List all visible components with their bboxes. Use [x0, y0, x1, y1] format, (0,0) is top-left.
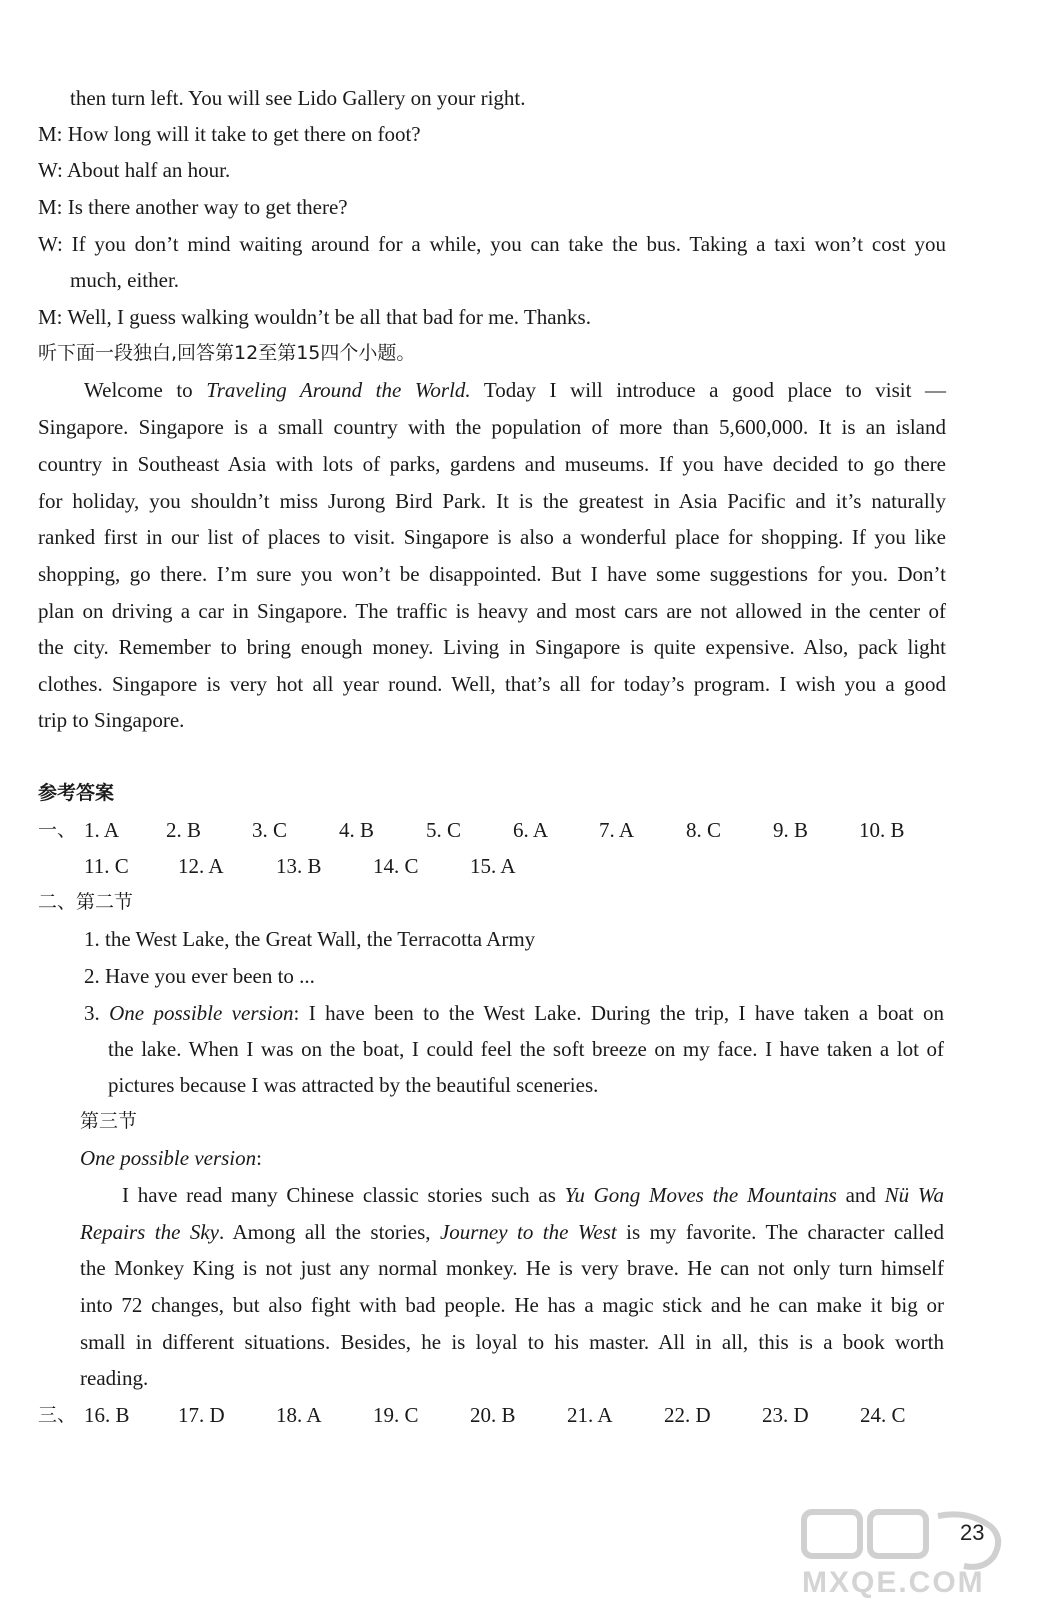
text: Journey to the West [439, 1220, 617, 1244]
answer-item: 11. C [84, 854, 129, 878]
paragraph-line: clothes. Singapore is very hot all year round. Well, that’s all for today’s program. I wish you a good [38, 672, 946, 696]
answer-item: 24. C [860, 1403, 906, 1427]
paragraph-line: shopping, go there. I’m sure you won’t be disappointed. But I have some suggestions for you. Don’t [38, 562, 946, 586]
answer-item: 2. B [166, 818, 202, 842]
answer-line: 2. Have you ever been to ... [84, 964, 315, 988]
text: One possible version [80, 1146, 257, 1170]
answer-item: 9. B [773, 818, 809, 842]
paragraph-line: Singapore. Singapore is a small country with the population of more than 5,600,000. It is an island [38, 415, 946, 439]
watermark-text: MXQE.COM [802, 1566, 985, 1598]
paragraph-line [84, 376, 946, 404]
dialogue-line: M: Well, I guess walking wouldn’t be all that bad for me. Thanks. [38, 305, 591, 329]
answer-item: 22. D [664, 1403, 711, 1427]
text: Nü Wa [884, 1183, 944, 1207]
text: 3. [84, 1001, 110, 1025]
essay-line: small in different situations. Besides, he is loyal to his master. All in all, this is a book worth [80, 1330, 944, 1354]
monologue-heading: 听下面一段独白,回答第12至第15四个小题。 [38, 342, 416, 364]
paragraph-line: the city. Remember to bring enough money. Living in Singapore is quite expensive. Also, pack light [38, 635, 946, 659]
answer-item: 20. B [470, 1403, 516, 1427]
answer-item: 21. A [567, 1403, 613, 1427]
answer-item: 23. D [762, 1403, 809, 1427]
text: Today I will introduce a good place to visit — [470, 378, 947, 402]
answer-item: 3. C [252, 818, 288, 842]
answer-item: 15. A [470, 854, 516, 878]
essay-line [80, 1218, 944, 1246]
essay-line [122, 1181, 944, 1209]
dialogue-line: W: About half an hour. [38, 158, 231, 182]
answer-item: 13. B [276, 854, 322, 878]
watermark-logo [798, 1508, 1028, 1598]
paragraph-line: trip to Singapore. [38, 708, 185, 732]
subsection-heading: 第三节 [80, 1110, 138, 1132]
paragraph-line: country in Southeast Asia with lots of parks, gardens and museums. If you have decided to go there [38, 452, 946, 476]
answer-item: 10. B [859, 818, 905, 842]
answer-line: the lake. When I was on the boat, I could feel the soft breeze on my face. I have taken a lot of [108, 1037, 944, 1061]
section-prefix: 一、 [38, 819, 77, 841]
dialogue-line: M: Is there another way to get there? [38, 195, 348, 219]
subsection-label [80, 1144, 262, 1172]
dialogue-line: W: If you don’t mind waiting around for a while, you can take the bus. Taking a taxi won’t cost you [38, 232, 946, 256]
section-heading: 二、第二节 [38, 891, 134, 913]
answer-item: 4. B [339, 818, 375, 842]
page-number: 23 [960, 1520, 985, 1545]
text: is my favorite. The character called [616, 1220, 944, 1244]
paragraph-line: ranked first in our list of places to visit. Singapore is also a wonderful place for shopping. If you like [38, 525, 946, 549]
answer-item: 7. A [599, 818, 635, 842]
text: I have read many Chinese classic stories such as [122, 1183, 565, 1207]
paragraph-line: for holiday, you shouldn’t miss Jurong Bird Park. It is the greatest in Asia Pacific and it’s naturally [38, 489, 946, 513]
program-title: Traveling Around the World. [206, 378, 471, 402]
dialogue-line: much, either. [70, 268, 180, 292]
answer-item: 1. A [84, 818, 120, 842]
answer-item: 17. D [178, 1403, 225, 1427]
essay-line: the Monkey King is not just any normal monkey. He is very brave. He can not only turn himself [80, 1256, 944, 1280]
text: Yu Gong Moves the Mountains [564, 1183, 837, 1207]
answer-item: 8. C [686, 818, 722, 842]
section-prefix: 三、 [38, 1404, 77, 1426]
text: Welcome to [84, 378, 207, 402]
paragraph-line: plan on driving a car in Singapore. The traffic is heavy and most cars are not allowed in the center of [38, 599, 946, 623]
text: . Among all the stories, [218, 1220, 440, 1244]
answer-line [84, 999, 944, 1027]
answer-item: 16. B [84, 1403, 130, 1427]
answer-item: 14. C [373, 854, 419, 878]
essay-line: reading. [80, 1366, 149, 1390]
dialogue-line: then turn left. You will see Lido Gallery on your right. [70, 86, 526, 110]
text: One possible version [109, 1001, 294, 1025]
answer-line: 1. the West Lake, the Great Wall, the Terracotta Army [84, 927, 536, 951]
answer-item: 12. A [178, 854, 224, 878]
essay-line: into 72 changes, but also fight with bad people. He has a magic stick and he can make it big or [80, 1293, 944, 1317]
answer-item: 18. A [276, 1403, 322, 1427]
answers-heading: 参考答案 [38, 782, 115, 804]
answer-item: 6. A [513, 818, 549, 842]
text: : [256, 1146, 262, 1170]
dialogue-line: M: How long will it take to get there on foot? [38, 122, 421, 146]
answer-line: pictures because I was attracted by the beautiful sceneries. [108, 1073, 599, 1097]
answer-item: 5. C [426, 818, 462, 842]
text: : I have been to the West Lake. During the trip, I have taken a boat on [293, 1001, 944, 1025]
text: Repairs the Sky [80, 1220, 219, 1244]
text: and [836, 1183, 885, 1207]
answer-item: 19. C [373, 1403, 419, 1427]
